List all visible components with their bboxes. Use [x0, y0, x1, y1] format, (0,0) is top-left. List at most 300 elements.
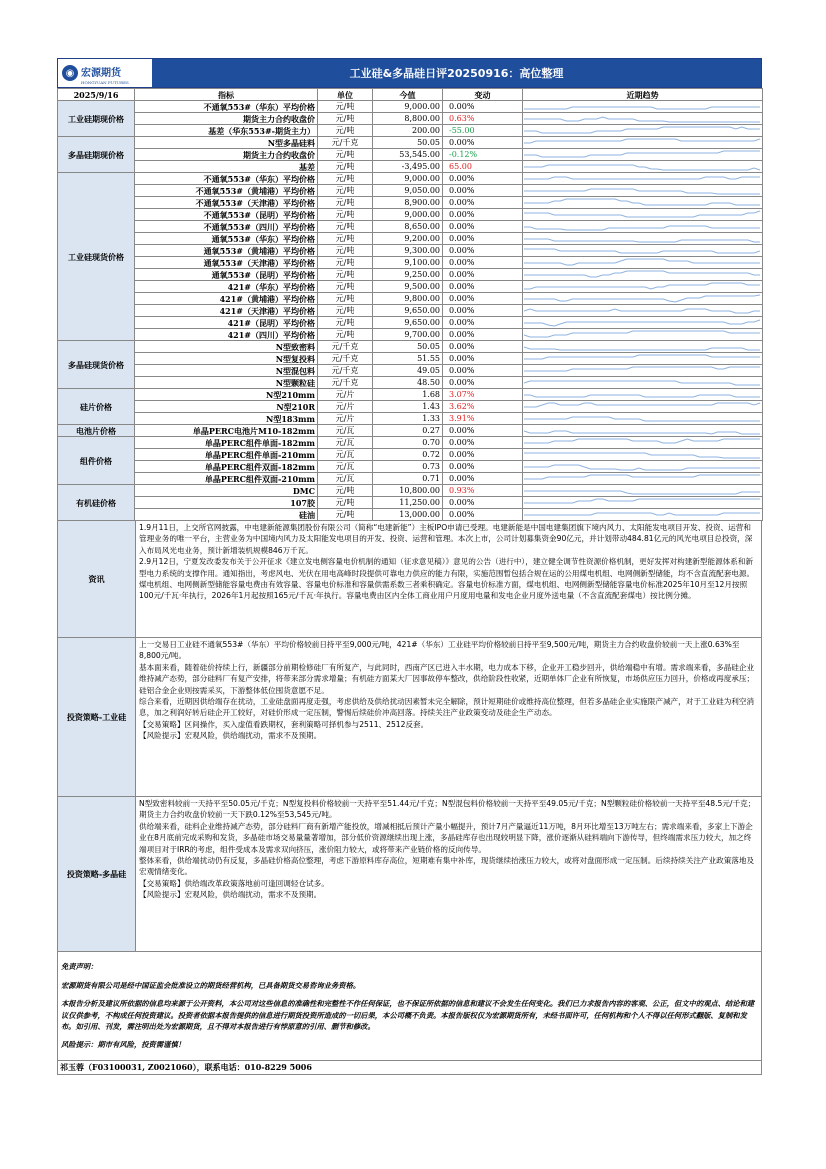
indicator-name: 421#（昆明）平均价格 [135, 317, 318, 329]
value-cell: 8,800.00 [373, 113, 443, 125]
trend-sparkline [523, 437, 761, 448]
indicator-name: 基差 [135, 161, 318, 173]
change-cell: 0.63% [443, 113, 523, 125]
trend-cell [523, 485, 763, 497]
unit-cell: 元/瓦 [318, 425, 373, 437]
indicator-name: N型致密料 [135, 341, 318, 353]
paragraph: 本报告分析及建议所依据的信息均来源于公开资料，本公司对这些信息的准确性和完整性不作任何保证，也不保证所依据的信息和建议不会发生任何变化。我们已力求报告内容的客观、公正，但文中的观点、结论和建议仅供参考，不构成任何投资建议。投资者依据本报告提供的信息进行期货投资所造成的一切后果，本公司概不负责。本报告版权仅为宏源期货所有，未经书面许可，任何机构和个人不得以任何形式翻版、复制和发布。如引用、刊发，需注明出处为宏源期货，且不得对本报告进行有悖原意的引用、删节和修改。 [61, 999, 755, 1031]
trend-line [524, 439, 760, 443]
table-row [58, 305, 763, 317]
trend-sparkline [523, 257, 761, 268]
table-row [58, 329, 763, 341]
trend-line [524, 151, 760, 157]
change-cell: 0.00% [443, 257, 523, 269]
col-header-indicator: 指标 [135, 89, 318, 101]
value-cell: 9,050.00 [373, 185, 443, 197]
table-row [58, 185, 763, 197]
trend-cell [523, 389, 763, 401]
trend-line [524, 139, 760, 143]
trend-cell [523, 413, 763, 425]
trend-sparkline [523, 329, 761, 340]
value-cell: 0.72 [373, 449, 443, 461]
change-cell: 0.00% [443, 281, 523, 293]
unit-cell: 元/千克 [318, 137, 373, 149]
indicator-name: 单晶PERC电池片M10-182mm [135, 425, 318, 437]
value-cell: 9,200.00 [373, 233, 443, 245]
trend-cell [523, 197, 763, 209]
value-cell: 200.00 [373, 125, 443, 137]
indicator-name: DMC [135, 485, 318, 497]
trend-line [524, 465, 760, 470]
trend-line [524, 283, 760, 289]
value-cell: 0.73 [373, 461, 443, 473]
trend-sparkline [523, 161, 761, 172]
trend-line [524, 295, 760, 302]
unit-cell: 元/吨 [318, 221, 373, 233]
indicator-name: 单晶PERC组件单面-210mm [135, 449, 318, 461]
change-cell: 0.00% [443, 101, 523, 113]
trend-line [524, 107, 760, 109]
paragraph: 风险提示：期市有风险，投资需谨慎！ [61, 1040, 186, 1050]
indicator-name: 硅油 [135, 509, 318, 521]
table-row [58, 353, 763, 365]
col-header-change: 变动 [443, 89, 523, 101]
trend-cell [523, 101, 763, 113]
trend-line [524, 117, 760, 122]
change-cell: 0.00% [443, 425, 523, 437]
change-cell: 0.00% [443, 269, 523, 281]
indicator-name: 421#（天津港）平均价格 [135, 305, 318, 317]
unit-cell: 元/片 [318, 401, 373, 413]
indicator-name: 通氧553#（华东）平均价格 [135, 233, 318, 245]
change-cell: 0.00% [443, 209, 523, 221]
value-cell: 8,650.00 [373, 221, 443, 233]
trend-cell [523, 437, 763, 449]
value-cell: 48.50 [373, 377, 443, 389]
value-cell: 9,500.00 [373, 281, 443, 293]
table-row [58, 437, 763, 449]
trend-sparkline [523, 125, 761, 136]
paragraph: 整体来看，供给端扰动仍有反复，多晶硅价格高位整理，考虑下游原料库存高位，短期难有集中补库，现货继续抬涨压力较大，或将对盘面形成一定压制。后续持续关注产业政策落地及宏观情绪变化。 [139, 856, 755, 877]
table-row [58, 209, 763, 221]
value-cell: 9,000.00 [373, 173, 443, 185]
change-cell: 0.00% [443, 245, 523, 257]
trend-line [524, 226, 760, 230]
unit-cell: 元/吨 [318, 485, 373, 497]
report-title: 工业硅&多晶硅日评20250916：高位整理 [349, 67, 564, 80]
trend-line [524, 271, 760, 277]
table-row [58, 473, 763, 485]
trend-cell [523, 425, 763, 437]
indicator-name: 不通氧553#（昆明）平均价格 [135, 209, 318, 221]
paragraph: 免责声明： [61, 962, 98, 972]
value-cell: 0.71 [373, 473, 443, 485]
value-cell: 9,650.00 [373, 305, 443, 317]
unit-cell: 元/吨 [318, 197, 373, 209]
trend-cell [523, 233, 763, 245]
value-cell: 9,000.00 [373, 101, 443, 113]
value-cell: 53,545.00 [373, 149, 443, 161]
change-cell: 0.00% [443, 449, 523, 461]
trend-cell [523, 317, 763, 329]
unit-cell: 元/吨 [318, 497, 373, 509]
table-row [58, 341, 763, 353]
indicator-name: N型多晶硅料 [135, 137, 318, 149]
unit-cell: 元/吨 [318, 257, 373, 269]
strategy-poly-body [136, 797, 761, 951]
change-cell: 0.00% [443, 293, 523, 305]
unit-cell: 元/吨 [318, 509, 373, 521]
trend-sparkline [523, 389, 761, 400]
value-cell: 9,100.00 [373, 257, 443, 269]
indicator-name: 基差（华东553#-期货主力） [135, 125, 318, 137]
unit-cell: 元/吨 [318, 185, 373, 197]
change-cell: 0.00% [443, 353, 523, 365]
trend-sparkline [523, 341, 761, 352]
unit-cell: 元/吨 [318, 209, 373, 221]
trend-cell [523, 473, 763, 485]
unit-cell: 元/片 [318, 413, 373, 425]
value-cell: 13,000.00 [373, 509, 443, 521]
trend-sparkline [523, 113, 761, 124]
category-label: 多晶硅期现价格 [58, 137, 135, 173]
category-label: 硅片价格 [58, 389, 135, 425]
trend-line [524, 199, 760, 205]
trend-sparkline [523, 425, 761, 436]
table-row [58, 401, 763, 413]
change-cell: 0.00% [443, 377, 523, 389]
trend-line [524, 499, 760, 503]
table-row [58, 233, 763, 245]
value-cell: -3,495.00 [373, 161, 443, 173]
category-label: 有机硅价格 [58, 485, 135, 521]
trend-line [524, 259, 760, 265]
trend-cell [523, 269, 763, 281]
trend-sparkline [523, 209, 761, 220]
table-row [58, 389, 763, 401]
indicator-name: 单晶PERC组件双面-210mm [135, 473, 318, 485]
trend-sparkline [523, 293, 761, 304]
table-row [58, 125, 763, 137]
change-cell: 0.00% [443, 509, 523, 521]
indicator-name: 421#（四川）平均价格 [135, 329, 318, 341]
change-cell: 0.00% [443, 233, 523, 245]
trend-line [524, 347, 760, 350]
col-header-trend: 近期趋势 [523, 89, 763, 101]
indicator-name: 通氧553#（黄埔港）平均价格 [135, 245, 318, 257]
paragraph: 供给端来看，硅料企业维持减产态势，部分硅料厂商有新增产能投放，增减相抵后预计产量小幅提升，预计7月产量逼近11万吨，8月环比增至13万吨左右；需求端来看，多家上下游企业在8月底前完成采购和发货，多晶硅市场交易量量著增加，部分低价资源继续出现上涨，多晶硅库存也出现较明显下降，涨价逐渐从硅料端向下游传导，但终端需求压力较大，加之终端项目对于IRR的考虑，组件受成本及需求双向挤压，涨价阻力较大，或将带来产业链价格的反向传导。 [139, 821, 753, 854]
trend-cell [523, 365, 763, 377]
change-cell: 0.00% [443, 437, 523, 449]
trend-cell [523, 353, 763, 365]
col-header-unit: 单位 [318, 89, 373, 101]
strategy-si-section [57, 638, 762, 797]
table-row [58, 197, 763, 209]
trend-cell [523, 257, 763, 269]
trend-cell [523, 449, 763, 461]
trend-line [524, 513, 760, 515]
trend-cell [523, 221, 763, 233]
trend-sparkline [523, 377, 761, 388]
trend-line [524, 249, 760, 253]
indicator-name: 单晶PERC组件双面-182mm [135, 461, 318, 473]
trend-sparkline [523, 461, 761, 472]
trend-sparkline [523, 365, 761, 376]
change-cell: 0.00% [443, 185, 523, 197]
table-row [58, 281, 763, 293]
indicator-name: 通氧553#（天津港）平均价格 [135, 257, 318, 269]
trend-line [524, 355, 760, 359]
trend-sparkline [523, 137, 761, 148]
paragraph: 上一交易日工业硅不通氧553#（华东）平均价格较前日持平至9,000元/吨，421#（华东）工业硅平均价格较前日持平至9,500元/吨，期货主力合约收盘价较前一天上涨0.63%至8,800元/吨。 [139, 640, 740, 661]
trend-cell [523, 377, 763, 389]
paragraph: 综合来看，近期因供给端存在扰动，工业硅盘面再度走强，考虑供给及供给扰动因素暂未完全解除，预计短期硅价或维持高位整理，但若多晶硅企业实施限产减产，对于工业硅为利空消息，加之利润好转后硅企开工较好，对硅价形成一定压制，警惕后续硅价冲高回落。持续关注产业政策变动及硅企生产动态。 [139, 697, 755, 718]
trend-cell [523, 509, 763, 521]
price-table [57, 88, 763, 521]
logo-subtext: HONGYUAN FUTURES [81, 80, 129, 85]
table-row [58, 257, 763, 269]
trend-line [524, 381, 760, 385]
paragraph: 【风险提示】宏观风险，供给端扰动，需求不及预期。 [139, 890, 322, 900]
value-cell: 9,700.00 [373, 329, 443, 341]
trend-sparkline [523, 221, 761, 232]
trend-line [524, 177, 760, 179]
change-cell: 65.00 [443, 161, 523, 173]
unit-cell: 元/吨 [318, 149, 373, 161]
trend-sparkline [523, 173, 761, 184]
unit-cell: 元/吨 [318, 305, 373, 317]
change-cell: 3.62% [443, 401, 523, 413]
trend-line [524, 417, 760, 421]
trend-line [524, 239, 760, 242]
paragraph: N型致密料较前一天持平至50.05元/千克；N型复投料价格较前一天持平至51.44元/千克；N型混包料价格较前一天持平至49.05元/千克；N型颗粒硅价格较前一天持平至48.5元/千克；期货主力合约收盘价较前一天下跌0.12%至53,545元/吨。 [139, 799, 756, 820]
table-row [58, 221, 763, 233]
unit-cell: 元/瓦 [318, 437, 373, 449]
change-cell: 0.00% [443, 461, 523, 473]
paragraph: 基本面来看，随着硅价持续上行，新疆部分前期检修硅厂有所复产，与此同时，西南产区已进入丰水期，电力成本下移，企业开工稳步回升，供给端稳中有增。需求端来看，多晶硅企业维持减产态势，部分硅料厂有复产安排，将带来部分需求增量；有机硅方面某大厂因事故停车整改，供给阶段性收紧，近期单体厂企业有所恢复，市场供应压力回升，价格或再度承压；硅铝合金企业则按需采买，下游整体低位囤货意愿不足。 [139, 662, 755, 695]
value-cell: 11,250.00 [373, 497, 443, 509]
unit-cell: 元/千克 [318, 341, 373, 353]
change-cell: -0.12% [443, 149, 523, 161]
trend-sparkline [523, 233, 761, 244]
trend-sparkline [523, 269, 761, 280]
trend-cell [523, 341, 763, 353]
unit-cell: 元/吨 [318, 161, 373, 173]
trend-sparkline [523, 305, 761, 316]
trend-line [524, 309, 760, 313]
news-body [136, 521, 761, 637]
unit-cell: 元/吨 [318, 245, 373, 257]
trend-sparkline [523, 401, 761, 412]
indicator-name: 421#（黄埔港）平均价格 [135, 293, 318, 305]
trend-cell [523, 209, 763, 221]
logo-icon: ◉ [62, 65, 78, 81]
change-cell: 0.00% [443, 137, 523, 149]
indicator-name: N型混包料 [135, 365, 318, 377]
trend-cell [523, 161, 763, 173]
trend-line [524, 395, 760, 397]
value-cell: 9,300.00 [373, 245, 443, 257]
strategy-poly-section [57, 797, 762, 952]
unit-cell: 元/吨 [318, 233, 373, 245]
trend-sparkline [523, 473, 761, 484]
table-row [58, 269, 763, 281]
unit-cell: 元/吨 [318, 317, 373, 329]
change-cell: 0.00% [443, 365, 523, 377]
value-cell: 0.27 [373, 425, 443, 437]
paragraph: 【交易策略】供给端改革政策落地前可逢回调轻仓试多。 [139, 878, 329, 888]
unit-cell: 元/吨 [318, 125, 373, 137]
indicator-name: 不通氧553#（天津港）平均价格 [135, 197, 318, 209]
trend-line [524, 331, 760, 337]
change-cell: 0.00% [443, 305, 523, 317]
table-row [58, 449, 763, 461]
value-cell: 0.70 [373, 437, 443, 449]
trend-line [524, 165, 760, 170]
trend-sparkline [523, 497, 761, 508]
trend-cell [523, 245, 763, 257]
unit-cell: 元/吨 [318, 269, 373, 281]
table-row [58, 245, 763, 257]
trend-cell [523, 185, 763, 197]
table-row [58, 377, 763, 389]
indicator-name: 单晶PERC组件单面-182mm [135, 437, 318, 449]
change-cell: 3.91% [443, 413, 523, 425]
table-row [58, 161, 763, 173]
change-cell: 0.00% [443, 317, 523, 329]
report-date: 2025/9/16 [58, 89, 135, 101]
trend-line [524, 431, 760, 434]
table-row [58, 509, 763, 521]
table-row [58, 173, 763, 185]
trend-sparkline [523, 197, 761, 208]
table-row [58, 293, 763, 305]
news-section [57, 521, 762, 638]
unit-cell: 元/吨 [318, 329, 373, 341]
category-label: 工业硅现货价格 [58, 173, 135, 341]
indicator-name: 不通氧553#（华东）平均价格 [135, 101, 318, 113]
category-label: 电池片价格 [58, 425, 135, 437]
value-cell: 9,650.00 [373, 317, 443, 329]
trend-line [524, 491, 760, 494]
change-cell: 0.00% [443, 473, 523, 485]
trend-cell [523, 125, 763, 137]
indicator-name: N型210R [135, 401, 318, 413]
table-row [58, 101, 763, 113]
trend-cell [523, 149, 763, 161]
paragraph: 【风险提示】宏观风险，供给端扰动，需求不及预期。 [139, 731, 322, 741]
paragraph: 宏源期货有限公司是经中国证监会批准设立的期货经营机构，已具备期货交易咨询业务资格。 [61, 980, 361, 990]
table-row [58, 113, 763, 125]
trend-sparkline [523, 101, 761, 112]
trend-line [524, 127, 760, 133]
unit-cell: 元/吨 [318, 173, 373, 185]
unit-cell: 元/瓦 [318, 461, 373, 473]
change-cell: 0.00% [443, 197, 523, 209]
strategy-poly-label: 投资策略-多晶硅 [58, 797, 136, 951]
indicator-name: 不通氧553#（四川）平均价格 [135, 221, 318, 233]
trend-cell [523, 293, 763, 305]
change-cell: -55.00 [443, 125, 523, 137]
company-logo [58, 59, 152, 87]
trend-cell [523, 137, 763, 149]
trend-line [524, 475, 760, 479]
trend-sparkline [523, 509, 761, 520]
trend-line [524, 403, 760, 407]
change-cell: 0.00% [443, 221, 523, 233]
trend-cell [523, 305, 763, 317]
indicator-name: 421#（华东）平均价格 [135, 281, 318, 293]
table-row [58, 461, 763, 473]
value-cell: 49.05 [373, 365, 443, 377]
table-row [58, 365, 763, 377]
unit-cell: 元/吨 [318, 293, 373, 305]
table-row [58, 317, 763, 329]
unit-cell: 元/吨 [318, 113, 373, 125]
logo-text: 宏源期货 [81, 68, 121, 79]
category-label: 工业硅期现价格 [58, 101, 135, 137]
unit-cell: 元/千克 [318, 377, 373, 389]
value-cell: 50.05 [373, 137, 443, 149]
unit-cell: 元/瓦 [318, 473, 373, 485]
trend-cell [523, 461, 763, 473]
trend-sparkline [523, 281, 761, 292]
analyst-footer: 祁玉蓉（F03100031, Z0021060），联系电话：010-8229 5006 [57, 1061, 762, 1075]
unit-cell: 元/千克 [318, 365, 373, 377]
table-row [58, 137, 763, 149]
change-cell: 0.00% [443, 329, 523, 341]
trend-sparkline [523, 449, 761, 460]
table-row [58, 485, 763, 497]
strategy-si-body [136, 638, 761, 796]
indicator-name: N型颗粒硅 [135, 377, 318, 389]
value-cell: 1.33 [373, 413, 443, 425]
unit-cell: 元/吨 [318, 101, 373, 113]
trend-sparkline [523, 185, 761, 196]
indicator-name: 不通氧553#（华东）平均价格 [135, 173, 318, 185]
indicator-name: 期货主力合约收盘价 [135, 113, 318, 125]
value-cell: 1.43 [373, 401, 443, 413]
trend-sparkline [523, 317, 761, 328]
col-header-today: 今值 [373, 89, 443, 101]
table-row [58, 497, 763, 509]
indicator-name: N型复投料 [135, 353, 318, 365]
unit-cell: 元/吨 [318, 281, 373, 293]
trend-line [524, 453, 760, 458]
report-header [57, 58, 762, 88]
change-cell: 0.00% [443, 341, 523, 353]
trend-cell [523, 113, 763, 125]
paragraph: 【交易策略】区间操作，买入虚值看跌期权，套利策略可择机参与2511、2512反套。 [139, 719, 429, 729]
indicator-name: 期货主力合约收盘价 [135, 149, 318, 161]
paragraph: 1.9月11日，上交所官网披露，中电建新能源集团股份有限公司（简称“电建新能”）主板IPO申请已受理。电建新能是中国电建集团旗下境内风力、太阳能发电项目开发、投资、运营和管理业务的唯一平台，主营业务为中国境内风力及太阳能发电项目的开发、投资、运营和管理。本次上市，公司计划募集资金90亿元，并计划带动484.81亿元的风光电项目总投资，深入布局风光电业务，预计新增装机规模846万千瓦。 [139, 523, 753, 555]
trend-line [524, 320, 760, 326]
table-header-row [58, 89, 763, 101]
trend-cell [523, 281, 763, 293]
news-label: 资讯 [58, 521, 136, 637]
value-cell: 9,000.00 [373, 209, 443, 221]
indicator-name: N型210mm [135, 389, 318, 401]
category-label: 组件价格 [58, 437, 135, 485]
change-cell: 0.00% [443, 173, 523, 185]
trend-cell [523, 497, 763, 509]
paragraph: 2.9月12日，宁夏发改委发布关于公开征求《建立发电侧容量电价机制的通知（征求意见稿）》意见的公告（进行中），建立健全调节性资源价格机制，更好发挥对构建新型能源体系和新型电力系统的支撑作用。通知指出，考虑风电、光伏在用电高峰时段提供可靠电力供应的能力有限，实施范围暂包括合规在运的公用煤电机组、电网侧新型储能，均不含直流配套电源。煤电机组、电网侧新型储能容量电费由有效容量、容量电价标准和容量供需系数三者乘积确定。容量电价标准方面，煤电机组、电网侧新型储能容量电价标准2025年10月至12月按照100元/千瓦·年执行，2026年1月起按照165元/千瓦·年执行。容量电费由区内全体工商业用户月度用电量和发电企业月度外送电量（不含直流配套煤电）按比例分摊。 [139, 557, 755, 601]
change-cell: 0.93% [443, 485, 523, 497]
trend-line [524, 211, 760, 217]
unit-cell: 元/片 [318, 389, 373, 401]
category-label: 多晶硅现货价格 [58, 341, 135, 389]
trend-sparkline [523, 245, 761, 256]
